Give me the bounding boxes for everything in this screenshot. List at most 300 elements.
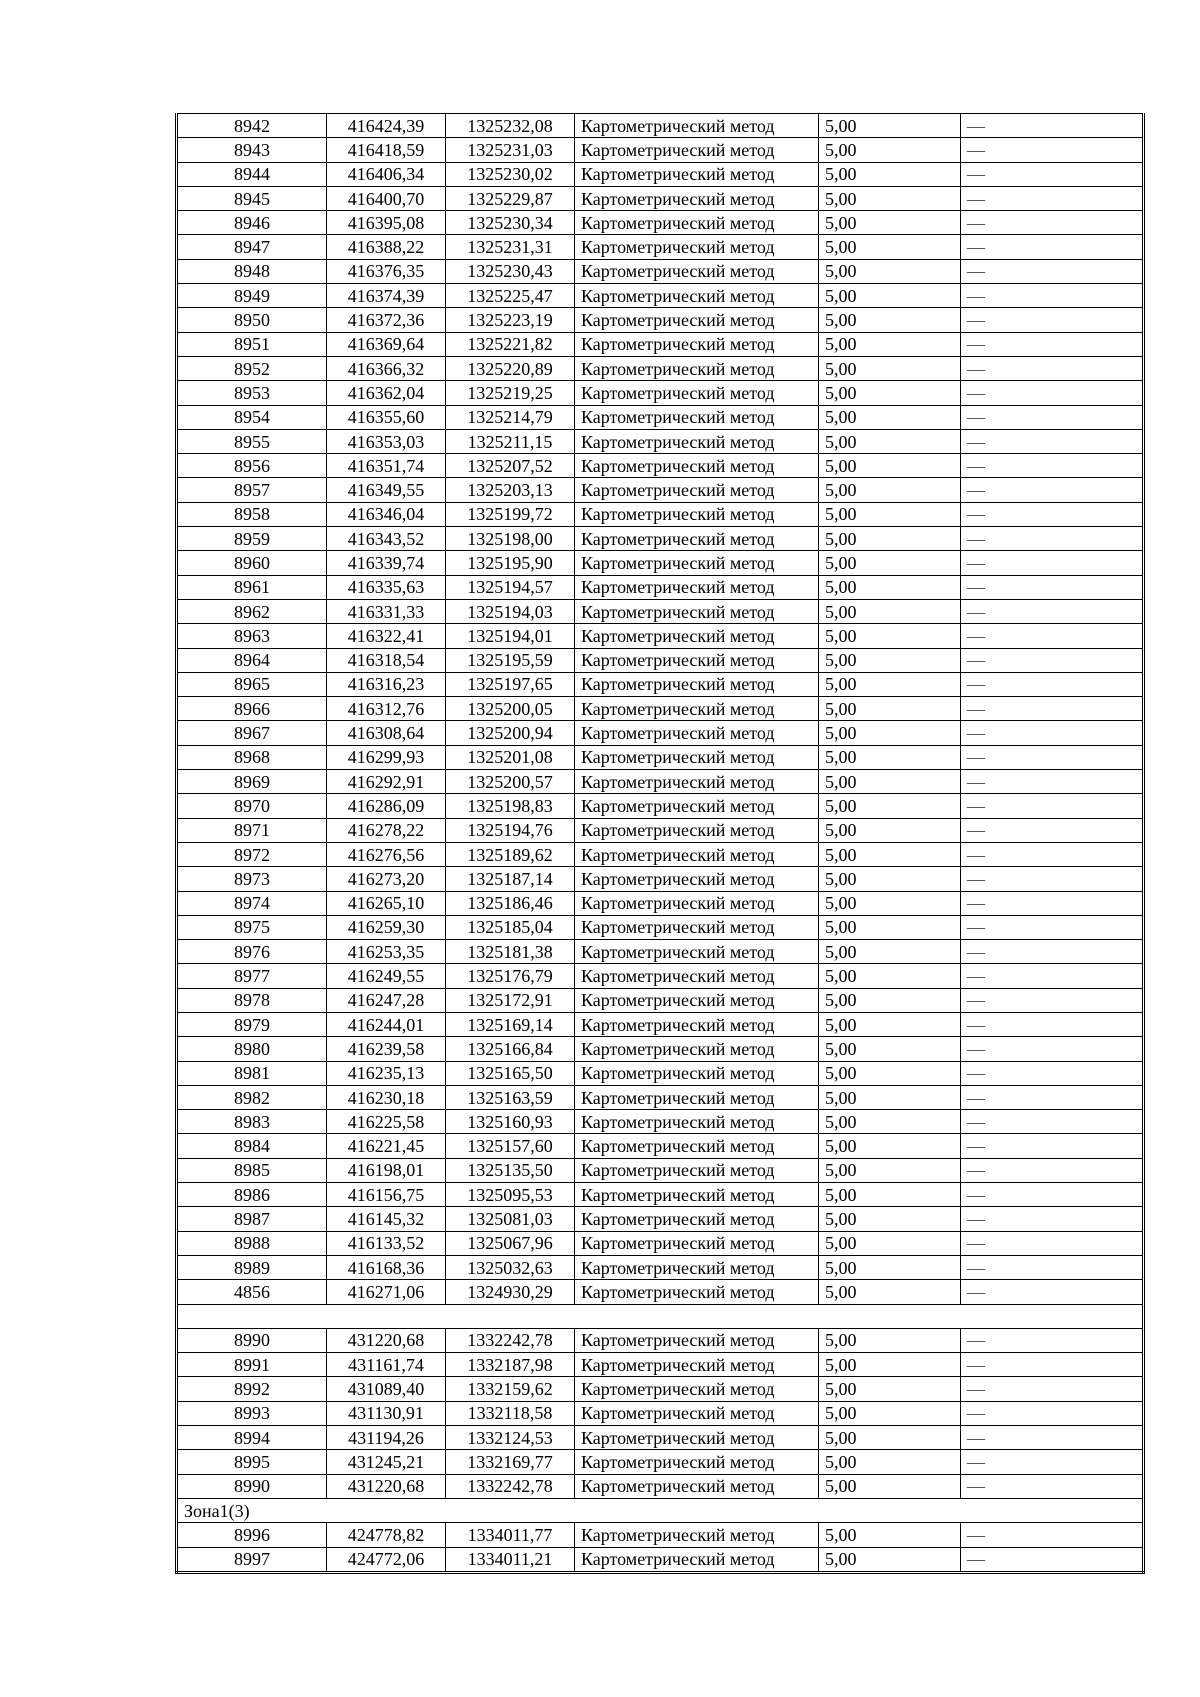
y-coordinate-cell: 1332169,77: [446, 1450, 575, 1474]
point-number-cell: 8997: [177, 1547, 327, 1572]
table-row: [177, 551, 1144, 575]
point-number-cell: 8962: [177, 599, 327, 623]
table-row: [177, 114, 1144, 138]
y-coordinate-cell: 1332124,53: [446, 1426, 575, 1450]
method-cell: Картометрический метод: [575, 1377, 819, 1401]
point-number-cell: 8984: [177, 1134, 327, 1158]
accuracy-cell: 5,00: [819, 575, 961, 599]
description-cell: —: [961, 1401, 1144, 1425]
table-row: [177, 1353, 1144, 1377]
table-row: [177, 356, 1144, 380]
description-cell: —: [961, 842, 1144, 866]
description-cell: —: [961, 1110, 1144, 1134]
table-row: [177, 211, 1144, 235]
y-coordinate-cell: 1325211,15: [446, 429, 575, 453]
point-number-cell: 8976: [177, 940, 327, 964]
table-row: [177, 1012, 1144, 1036]
x-coordinate-cell: 416133,52: [327, 1231, 446, 1255]
y-coordinate-cell: 1325225,47: [446, 284, 575, 308]
y-coordinate-cell: 1325200,57: [446, 770, 575, 794]
description-cell: —: [961, 381, 1144, 405]
accuracy-cell: 5,00: [819, 259, 961, 283]
table-row: [177, 940, 1144, 964]
y-coordinate-cell: 1332242,78: [446, 1328, 575, 1352]
point-number-cell: 8942: [177, 114, 327, 138]
x-coordinate-cell: 416366,32: [327, 356, 446, 380]
accuracy-cell: 5,00: [819, 1280, 961, 1304]
y-coordinate-cell: 1325194,01: [446, 624, 575, 648]
accuracy-cell: 5,00: [819, 186, 961, 210]
x-coordinate-cell: 416353,03: [327, 429, 446, 453]
y-coordinate-cell: 1325081,03: [446, 1207, 575, 1231]
accuracy-cell: 5,00: [819, 1012, 961, 1036]
y-coordinate-cell: 1325200,94: [446, 721, 575, 745]
y-coordinate-cell: 1325157,60: [446, 1134, 575, 1158]
x-coordinate-cell: 416400,70: [327, 186, 446, 210]
accuracy-cell: 5,00: [819, 1158, 961, 1182]
point-number-cell: 8968: [177, 745, 327, 769]
method-cell: Картометрический метод: [575, 454, 819, 478]
x-coordinate-cell: 416322,41: [327, 624, 446, 648]
point-number-cell: 8955: [177, 429, 327, 453]
point-number-cell: 8981: [177, 1061, 327, 1085]
point-number-cell: 8987: [177, 1207, 327, 1231]
description-cell: —: [961, 527, 1144, 551]
description-cell: —: [961, 1523, 1144, 1547]
coordinates-table-body: [177, 114, 1144, 1573]
description-cell: —: [961, 211, 1144, 235]
accuracy-cell: 5,00: [819, 1231, 961, 1255]
description-cell: —: [961, 1158, 1144, 1182]
y-coordinate-cell: 1325160,93: [446, 1110, 575, 1134]
description-cell: —: [961, 405, 1144, 429]
point-number-cell: 8947: [177, 235, 327, 259]
y-coordinate-cell: 1325194,03: [446, 599, 575, 623]
method-cell: Картометрический метод: [575, 867, 819, 891]
x-coordinate-cell: 416349,55: [327, 478, 446, 502]
accuracy-cell: 5,00: [819, 1328, 961, 1352]
point-number-cell: 8991: [177, 1353, 327, 1377]
x-coordinate-cell: 416362,04: [327, 381, 446, 405]
method-cell: Картометрический метод: [575, 527, 819, 551]
point-number-cell: 8993: [177, 1401, 327, 1425]
table-row: [177, 1280, 1144, 1304]
accuracy-cell: 5,00: [819, 211, 961, 235]
y-coordinate-cell: 1325229,87: [446, 186, 575, 210]
accuracy-cell: 5,00: [819, 478, 961, 502]
y-coordinate-cell: 1324930,29: [446, 1280, 575, 1304]
description-cell: —: [961, 429, 1144, 453]
x-coordinate-cell: 416343,52: [327, 527, 446, 551]
method-cell: Картометрический метод: [575, 1547, 819, 1572]
method-cell: Картометрический метод: [575, 672, 819, 696]
point-number-cell: 8966: [177, 697, 327, 721]
table-row: [177, 721, 1144, 745]
method-cell: Картометрический метод: [575, 1012, 819, 1036]
accuracy-cell: 5,00: [819, 1426, 961, 1450]
point-number-cell: 8972: [177, 842, 327, 866]
x-coordinate-cell: 416376,35: [327, 259, 446, 283]
table-row: [177, 624, 1144, 648]
table-row: [177, 405, 1144, 429]
point-number-cell: 8958: [177, 502, 327, 526]
accuracy-cell: 5,00: [819, 1134, 961, 1158]
y-coordinate-cell: 1325166,84: [446, 1037, 575, 1061]
y-coordinate-cell: 1325181,38: [446, 940, 575, 964]
point-number-cell: 8965: [177, 672, 327, 696]
table-row: [177, 429, 1144, 453]
x-coordinate-cell: 416276,56: [327, 842, 446, 866]
accuracy-cell: 5,00: [819, 284, 961, 308]
table-row: [177, 1328, 1144, 1352]
x-coordinate-cell: 416346,04: [327, 502, 446, 526]
x-coordinate-cell: 416253,35: [327, 940, 446, 964]
method-cell: Картометрический метод: [575, 114, 819, 138]
x-coordinate-cell: 431194,26: [327, 1426, 446, 1450]
method-cell: Картометрический метод: [575, 1207, 819, 1231]
x-coordinate-cell: 416265,10: [327, 891, 446, 915]
x-coordinate-cell: 416286,09: [327, 794, 446, 818]
x-coordinate-cell: 431130,91: [327, 1401, 446, 1425]
description-cell: —: [961, 1377, 1144, 1401]
y-coordinate-cell: 1325067,96: [446, 1231, 575, 1255]
x-coordinate-cell: 431220,68: [327, 1474, 446, 1498]
table-row: [177, 988, 1144, 1012]
x-coordinate-cell: 416424,39: [327, 114, 446, 138]
y-coordinate-cell: 1325187,14: [446, 867, 575, 891]
y-coordinate-cell: 1325203,13: [446, 478, 575, 502]
y-coordinate-cell: 1332118,58: [446, 1401, 575, 1425]
point-number-cell: 8950: [177, 308, 327, 332]
accuracy-cell: 5,00: [819, 1061, 961, 1085]
point-number-cell: 8985: [177, 1158, 327, 1182]
y-coordinate-cell: 1325189,62: [446, 842, 575, 866]
description-cell: —: [961, 648, 1144, 672]
description-cell: —: [961, 259, 1144, 283]
accuracy-cell: 5,00: [819, 1474, 961, 1498]
point-number-cell: 8945: [177, 186, 327, 210]
table-row: [177, 308, 1144, 332]
method-cell: Картометрический метод: [575, 1474, 819, 1498]
description-cell: —: [961, 1061, 1144, 1085]
accuracy-cell: 5,00: [819, 454, 961, 478]
accuracy-cell: 5,00: [819, 1110, 961, 1134]
description-cell: —: [961, 1183, 1144, 1207]
x-coordinate-cell: 416249,55: [327, 964, 446, 988]
method-cell: Картометрический метод: [575, 186, 819, 210]
method-cell: Картометрический метод: [575, 1085, 819, 1109]
description-cell: —: [961, 332, 1144, 356]
accuracy-cell: 5,00: [819, 940, 961, 964]
point-number-cell: 4856: [177, 1280, 327, 1304]
y-coordinate-cell: 1325185,04: [446, 915, 575, 939]
point-number-cell: 8992: [177, 1377, 327, 1401]
description-cell: —: [961, 1474, 1144, 1498]
description-cell: —: [961, 1328, 1144, 1352]
point-number-cell: 8988: [177, 1231, 327, 1255]
table-row: [177, 1134, 1144, 1158]
method-cell: Картометрический метод: [575, 1231, 819, 1255]
y-coordinate-cell: 1334011,21: [446, 1547, 575, 1572]
y-coordinate-cell: 1325176,79: [446, 964, 575, 988]
x-coordinate-cell: 416312,76: [327, 697, 446, 721]
table-row: [177, 867, 1144, 891]
table-row: [177, 284, 1144, 308]
y-coordinate-cell: 1325221,82: [446, 332, 575, 356]
x-coordinate-cell: 424772,06: [327, 1547, 446, 1572]
accuracy-cell: 5,00: [819, 1037, 961, 1061]
accuracy-cell: 5,00: [819, 1450, 961, 1474]
description-cell: —: [961, 1450, 1144, 1474]
blank-separator-cell: [177, 1304, 1144, 1328]
y-coordinate-cell: 1325230,43: [446, 259, 575, 283]
point-number-cell: 8990: [177, 1328, 327, 1352]
accuracy-cell: 5,00: [819, 794, 961, 818]
point-number-cell: 8967: [177, 721, 327, 745]
y-coordinate-cell: 1325201,08: [446, 745, 575, 769]
accuracy-cell: 5,00: [819, 1183, 961, 1207]
y-coordinate-cell: 1325197,65: [446, 672, 575, 696]
point-number-cell: 8960: [177, 551, 327, 575]
accuracy-cell: 5,00: [819, 1207, 961, 1231]
accuracy-cell: 5,00: [819, 332, 961, 356]
description-cell: —: [961, 1134, 1144, 1158]
accuracy-cell: 5,00: [819, 1377, 961, 1401]
description-cell: —: [961, 454, 1144, 478]
table-row: [177, 1183, 1144, 1207]
y-coordinate-cell: 1325165,50: [446, 1061, 575, 1085]
method-cell: Картометрический метод: [575, 915, 819, 939]
accuracy-cell: 5,00: [819, 867, 961, 891]
x-coordinate-cell: 416259,30: [327, 915, 446, 939]
y-coordinate-cell: 1325194,76: [446, 818, 575, 842]
table-row: [177, 745, 1144, 769]
description-cell: —: [961, 915, 1144, 939]
y-coordinate-cell: 1325194,57: [446, 575, 575, 599]
point-number-cell: 8954: [177, 405, 327, 429]
method-cell: Картометрический метод: [575, 624, 819, 648]
method-cell: Картометрический метод: [575, 940, 819, 964]
coordinates-table: [175, 113, 1145, 1574]
method-cell: Картометрический метод: [575, 599, 819, 623]
table-row: [177, 842, 1144, 866]
x-coordinate-cell: 416355,60: [327, 405, 446, 429]
x-coordinate-cell: 416318,54: [327, 648, 446, 672]
point-number-cell: 8983: [177, 1110, 327, 1134]
table-row: [177, 527, 1144, 551]
y-coordinate-cell: 1325032,63: [446, 1255, 575, 1279]
x-coordinate-cell: 416273,20: [327, 867, 446, 891]
description-cell: —: [961, 818, 1144, 842]
description-cell: —: [961, 794, 1144, 818]
description-cell: —: [961, 502, 1144, 526]
table-row: [177, 332, 1144, 356]
method-cell: Картометрический метод: [575, 1328, 819, 1352]
point-number-cell: 8969: [177, 770, 327, 794]
accuracy-cell: 5,00: [819, 308, 961, 332]
table-row: [177, 1474, 1144, 1498]
y-coordinate-cell: 1325199,72: [446, 502, 575, 526]
method-cell: Картометрический метод: [575, 575, 819, 599]
method-cell: Картометрический метод: [575, 235, 819, 259]
method-cell: Картометрический метод: [575, 1037, 819, 1061]
method-cell: Картометрический метод: [575, 308, 819, 332]
table-row: [177, 575, 1144, 599]
description-cell: —: [961, 1353, 1144, 1377]
point-number-cell: 8971: [177, 818, 327, 842]
table-row: [177, 1401, 1144, 1425]
method-cell: Картометрический метод: [575, 794, 819, 818]
description-cell: —: [961, 138, 1144, 162]
method-cell: Картометрический метод: [575, 964, 819, 988]
method-cell: Картометрический метод: [575, 1183, 819, 1207]
point-number-cell: 8963: [177, 624, 327, 648]
x-coordinate-cell: 416339,74: [327, 551, 446, 575]
description-cell: —: [961, 162, 1144, 186]
accuracy-cell: 5,00: [819, 502, 961, 526]
accuracy-cell: 5,00: [819, 1547, 961, 1572]
y-coordinate-cell: 1325198,00: [446, 527, 575, 551]
point-number-cell: 8961: [177, 575, 327, 599]
method-cell: Картометрический метод: [575, 818, 819, 842]
table-row: [177, 478, 1144, 502]
x-coordinate-cell: 416145,32: [327, 1207, 446, 1231]
description-cell: —: [961, 551, 1144, 575]
x-coordinate-cell: 416418,59: [327, 138, 446, 162]
y-coordinate-cell: 1325231,03: [446, 138, 575, 162]
point-number-cell: 8964: [177, 648, 327, 672]
y-coordinate-cell: 1334011,77: [446, 1523, 575, 1547]
table-row: [177, 235, 1144, 259]
method-cell: Картометрический метод: [575, 211, 819, 235]
table-row: [177, 259, 1144, 283]
x-coordinate-cell: 416308,64: [327, 721, 446, 745]
method-cell: Картометрический метод: [575, 284, 819, 308]
y-coordinate-cell: 1325186,46: [446, 891, 575, 915]
description-cell: —: [961, 891, 1144, 915]
y-coordinate-cell: 1325135,50: [446, 1158, 575, 1182]
table-row: [177, 964, 1144, 988]
table-row: [177, 1158, 1144, 1182]
point-number-cell: 8996: [177, 1523, 327, 1547]
x-coordinate-cell: 416292,91: [327, 770, 446, 794]
table-row: [177, 381, 1144, 405]
x-coordinate-cell: 416168,36: [327, 1255, 446, 1279]
accuracy-cell: 5,00: [819, 429, 961, 453]
table-row: [177, 915, 1144, 939]
accuracy-cell: 5,00: [819, 1085, 961, 1109]
method-cell: Картометрический метод: [575, 842, 819, 866]
table-row: [177, 454, 1144, 478]
description-cell: —: [961, 745, 1144, 769]
method-cell: Картометрический метод: [575, 259, 819, 283]
y-coordinate-cell: 1332242,78: [446, 1474, 575, 1498]
point-number-cell: 8995: [177, 1450, 327, 1474]
description-cell: —: [961, 284, 1144, 308]
group-separator-row: [177, 1498, 1144, 1522]
x-coordinate-cell: 416331,33: [327, 599, 446, 623]
accuracy-cell: 5,00: [819, 964, 961, 988]
point-number-cell: 8948: [177, 259, 327, 283]
x-coordinate-cell: 416271,06: [327, 1280, 446, 1304]
description-cell: —: [961, 1012, 1144, 1036]
accuracy-cell: 5,00: [819, 356, 961, 380]
description-cell: —: [961, 356, 1144, 380]
description-cell: —: [961, 599, 1144, 623]
x-coordinate-cell: 416278,22: [327, 818, 446, 842]
table-row: [177, 770, 1144, 794]
x-coordinate-cell: 416225,58: [327, 1110, 446, 1134]
accuracy-cell: 5,00: [819, 114, 961, 138]
y-coordinate-cell: 1325223,19: [446, 308, 575, 332]
method-cell: Картометрический метод: [575, 1280, 819, 1304]
accuracy-cell: 5,00: [819, 697, 961, 721]
accuracy-cell: 5,00: [819, 599, 961, 623]
table-row: [177, 1547, 1144, 1572]
x-coordinate-cell: 416388,22: [327, 235, 446, 259]
point-number-cell: 8986: [177, 1183, 327, 1207]
y-coordinate-cell: 1325232,08: [446, 114, 575, 138]
method-cell: Картометрический метод: [575, 648, 819, 672]
point-number-cell: 8952: [177, 356, 327, 380]
point-number-cell: 8944: [177, 162, 327, 186]
point-number-cell: 8953: [177, 381, 327, 405]
table-row: [177, 599, 1144, 623]
y-coordinate-cell: 1325207,52: [446, 454, 575, 478]
method-cell: Картометрический метод: [575, 770, 819, 794]
table-row: [177, 502, 1144, 526]
point-number-cell: 8974: [177, 891, 327, 915]
method-cell: Картометрический метод: [575, 988, 819, 1012]
accuracy-cell: 5,00: [819, 624, 961, 648]
table-row: [177, 1061, 1144, 1085]
table-row: [177, 1426, 1144, 1450]
table-row: [177, 1377, 1144, 1401]
accuracy-cell: 5,00: [819, 770, 961, 794]
table-row: [177, 672, 1144, 696]
accuracy-cell: 5,00: [819, 235, 961, 259]
method-cell: Картометрический метод: [575, 551, 819, 575]
point-number-cell: 8990: [177, 1474, 327, 1498]
description-cell: —: [961, 697, 1144, 721]
table-row: [177, 186, 1144, 210]
table-row: [177, 648, 1144, 672]
point-number-cell: 8973: [177, 867, 327, 891]
point-number-cell: 8956: [177, 454, 327, 478]
description-cell: —: [961, 1231, 1144, 1255]
accuracy-cell: 5,00: [819, 138, 961, 162]
point-number-cell: 8977: [177, 964, 327, 988]
method-cell: Картометрический метод: [575, 745, 819, 769]
y-coordinate-cell: 1325231,31: [446, 235, 575, 259]
x-coordinate-cell: 416372,36: [327, 308, 446, 332]
y-coordinate-cell: 1325172,91: [446, 988, 575, 1012]
y-coordinate-cell: 1325198,83: [446, 794, 575, 818]
description-cell: —: [961, 1426, 1144, 1450]
description-cell: —: [961, 1547, 1144, 1572]
accuracy-cell: 5,00: [819, 405, 961, 429]
accuracy-cell: 5,00: [819, 648, 961, 672]
point-number-cell: 8959: [177, 527, 327, 551]
method-cell: Картометрический метод: [575, 1134, 819, 1158]
x-coordinate-cell: 431161,74: [327, 1353, 446, 1377]
table-row: [177, 162, 1144, 186]
method-cell: Картометрический метод: [575, 162, 819, 186]
point-number-cell: 8982: [177, 1085, 327, 1109]
description-cell: —: [961, 867, 1144, 891]
method-cell: Картометрический метод: [575, 1158, 819, 1182]
x-coordinate-cell: 424778,82: [327, 1523, 446, 1547]
